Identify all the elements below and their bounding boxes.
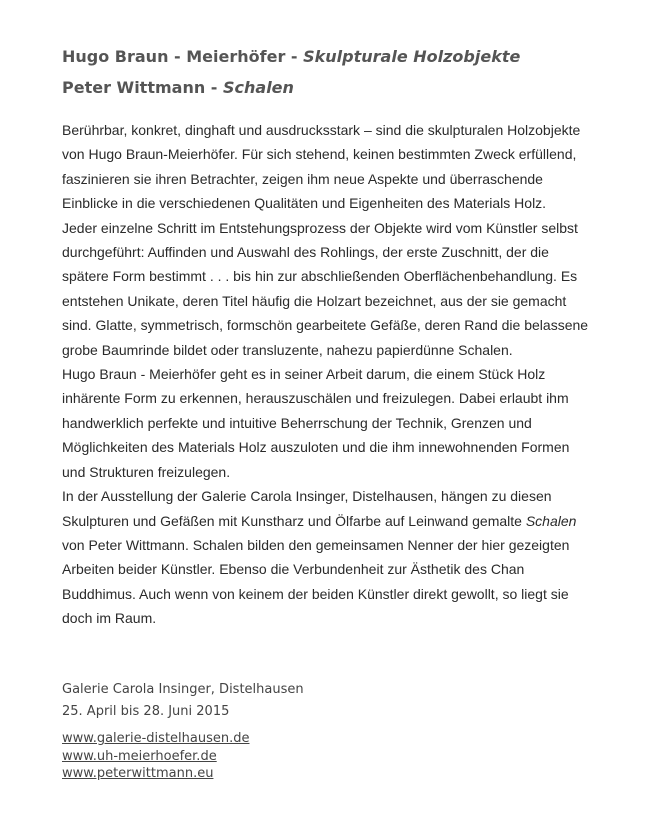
body-line-italic: Schalen [525, 512, 577, 529]
body-line: Buddhimus. Auch wenn von keinem der beiden Künstler direkt gewollt, so liegt sie [62, 585, 569, 602]
body-text [62, 118, 622, 631]
link-meierhoefer[interactable]: www.uh-meierhoefer.de [62, 748, 217, 764]
body-line: Hugo Braun - Meierhöfer geht es in seiner Arbeit darum, die einem Stück Holz [62, 366, 546, 383]
body-line: entstehen Unikate, deren Titel häufig die Holzart bezeichnet, aus der sie gemacht [62, 292, 567, 309]
body-line: von Hugo Braun-Meierhöfer. Für sich stehend, keinen bestimmten Zweck erfüllend, [62, 146, 577, 163]
heading-work-1: Skulpturale Holzobjekte [303, 47, 521, 66]
body-line: sind. Glatte, symmetrisch, formschön gearbeitete Gefäße, deren Rand die belassene [62, 317, 589, 334]
link-wittmann[interactable]: www.peterwittmann.eu [62, 766, 214, 781]
heading-artist-2: Peter Wittmann - [62, 78, 223, 97]
body-line: In der Ausstellung der Galerie Carola Insinger, Distelhausen, hängen zu diesen [62, 488, 552, 505]
heading-line-2 [62, 78, 294, 97]
body-line: grobe Baumrinde bildet oder transluzente, nahezu papierdünne Schalen. [62, 341, 513, 358]
body-line-text: Skulpturen und Gefäßen mit Kunstharz und Ölfarbe auf Leinwand gemalte [62, 512, 526, 529]
body-line: von Peter Wittmann. Schalen bilden den gemeinsamen Nenner der hier gezeigten [62, 536, 570, 553]
exhibition-dates: 25. April bis 28. Juni 2015 [62, 704, 230, 719]
body-line: Arbeiten beider Künstler. Ebenso die Verbundenheit zur Ästhetik des Chan [62, 561, 525, 578]
body-line: doch im Raum. [62, 610, 157, 627]
exhibition-info [62, 679, 304, 723]
body-line: Einblicke in die verschiedenen Qualitäten und Eigenheiten des Materials Holz. [62, 195, 547, 212]
body-line: durchgeführt: Auffinden und Auswahl des Rohlings, der erste Zuschnitt, der die [62, 244, 549, 261]
link-galerie[interactable]: www.galerie-distelhausen.de [62, 731, 250, 746]
heading-line-1 [62, 47, 520, 66]
body-line [62, 509, 622, 533]
body-line: und Strukturen freizulegen. [62, 463, 231, 480]
body-line: inhärente Form zu erkennen, herauszuschälen und freizulegen. Dabei erlaubt ihm [62, 390, 569, 407]
heading-work-2: Schalen [223, 78, 294, 97]
body-line: spätere Form bestimmt . . . bis hin zur abschließenden Oberflächenbehandlung. Es [62, 268, 578, 285]
body-line: Möglichkeiten des Materials Holz auszuloten und die ihm innewohnenden Formen [62, 439, 570, 456]
body-line: Jeder einzelne Schritt im Entstehungsprozess der Objekte wird vom Künstler selbst [62, 219, 578, 236]
venue: Galerie Carola Insinger, Distelhausen [62, 682, 304, 697]
body-line: handwerklich perfekte und intuitive Beherrschung der Technik, Grenzen und [62, 414, 532, 431]
body-line: faszinieren sie ihren Betrachter, zeigen ihm neue Aspekte und überraschende [62, 170, 543, 187]
link-list [62, 730, 250, 783]
heading-artist-1: Hugo Braun - Meierhöfer - [62, 47, 304, 66]
body-line: Berührbar, konkret, dinghaft und ausdrucksstark – sind die skulpturalen Holzobjekte [62, 122, 581, 138]
